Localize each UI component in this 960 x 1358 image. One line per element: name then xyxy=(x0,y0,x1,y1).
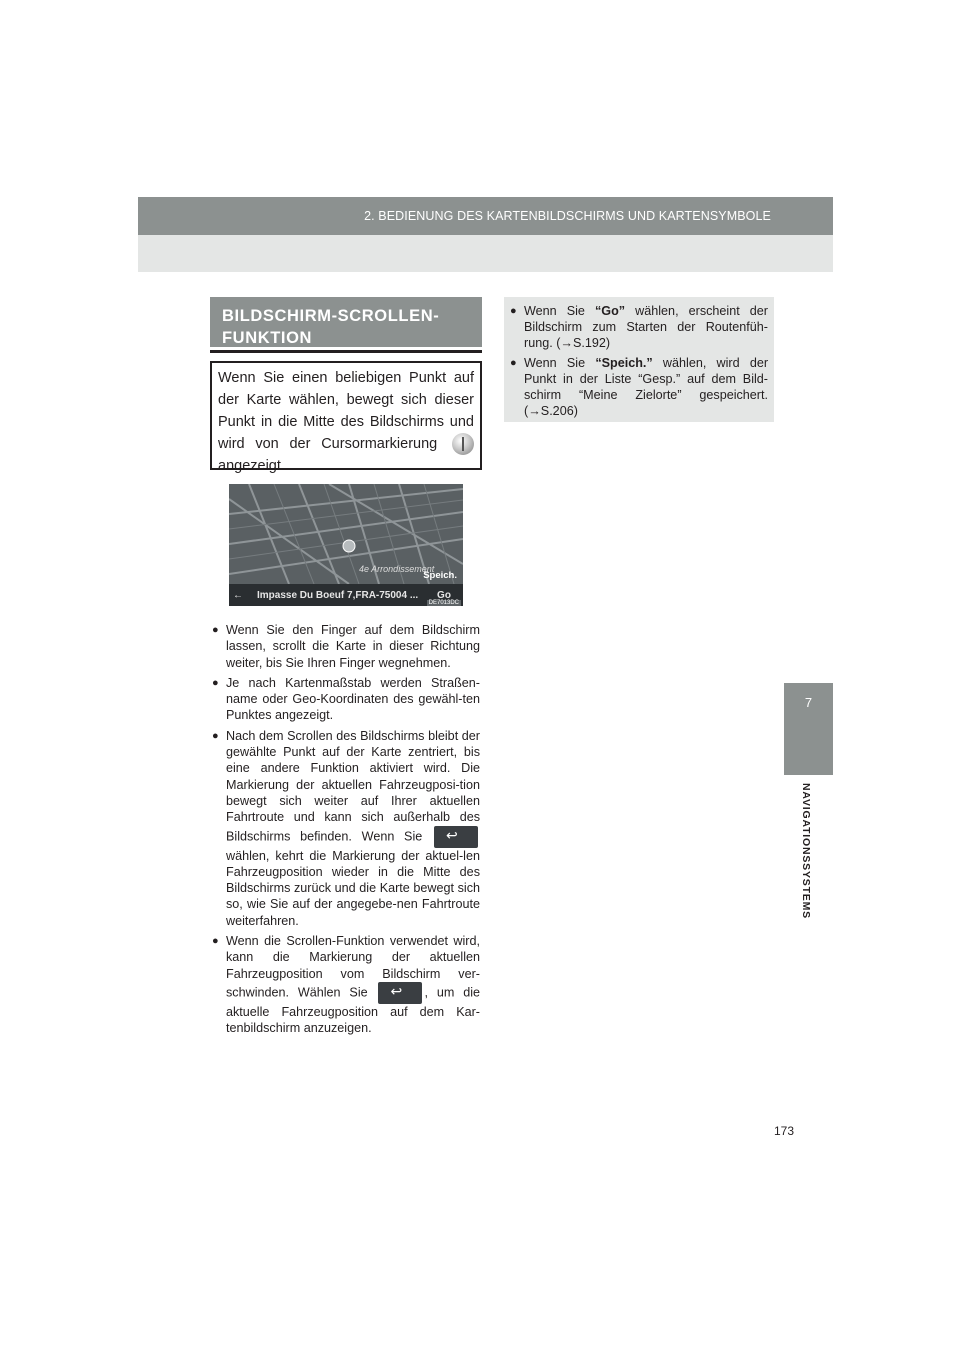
list-item-text: wählen, erscheint der Bildschirm zum Starten der Routenfüh-rung. (→S.192) xyxy=(524,304,768,350)
chapter-tab xyxy=(784,683,833,775)
back-button-icon: ↩ xyxy=(434,826,478,848)
cursor-mark-icon xyxy=(452,433,474,455)
go-label: “Go” xyxy=(595,304,626,318)
image-code: DE7013DC xyxy=(428,600,459,606)
page-number: 173 xyxy=(774,1124,795,1138)
intro-text: Wenn Sie einen beliebigen Punkt auf der Karte wählen, bewegt sich dieser Punkt in die Mitte des Bildschirms und wird von der Cursormarkierung xyxy=(218,370,474,452)
intro-box xyxy=(210,361,482,475)
intro-text-end: angezeigt. xyxy=(218,458,285,475)
speich-button[interactable]: Speich. xyxy=(423,570,457,581)
go-button[interactable]: Go xyxy=(437,589,451,601)
list-item xyxy=(212,675,480,724)
list-item-text: , um die aktuelle Fahrzeugposition auf dem Kar-tenbildschirm anzuzeigen. xyxy=(226,985,480,1036)
list-item xyxy=(510,355,768,419)
list-item-text: Wenn Sie xyxy=(524,304,585,318)
page-header xyxy=(138,197,833,235)
list-item-text: wählen, wird der Punkt in der Liste “Gesp.” auf dem Bild-schirm “Meine Zielorte” gespeichert. (→S.206) xyxy=(524,356,769,418)
list-item xyxy=(212,728,480,929)
header-title: 2. BEDIENUNG DES KARTENBILDSCHIRMS UND KARTENSYMBOLE xyxy=(364,209,771,223)
list-item-text: Wenn Sie den Finger auf dem Bildschirm lassen, scrollt die Karte in dieser Richtung weiter, bis Sie Ihren Finger wegnehmen. xyxy=(226,623,480,670)
list-item xyxy=(212,622,480,671)
map-area-label: 4e Arrondissement xyxy=(359,564,435,574)
list-item-text: Nach dem Scrollen des Bildschirms bleibt der gewählte Punkt auf der Karte zentriert, bis eine andere Funktion aktiviert wird. Die Markierung der aktuellen Fahrzeugposi-tion bewegt sich weiter auf Ihrer aktuellen Fahrtroute und kann sich außerhalb des Bildschirms befinden. Wenn Sie xyxy=(226,728,480,843)
chapter-label: NAVIGATIONSSYSTEMS xyxy=(800,783,812,919)
back-arrow-icon[interactable]: ← xyxy=(233,589,243,601)
header-subbar xyxy=(138,235,833,272)
address-text: Impasse Du Boeuf 7,FRA-75004 ... xyxy=(257,589,419,601)
back-button-icon: ↩ xyxy=(378,982,422,1004)
left-column xyxy=(212,622,480,1041)
section-block xyxy=(210,297,482,475)
chapter-number: 7 xyxy=(804,695,813,710)
map-screenshot xyxy=(229,484,463,606)
section-title: BILDSCHIRM-SCROLLEN-FUNKTION xyxy=(210,297,482,347)
list-item-text: Wenn Sie xyxy=(524,356,586,370)
list-item-text: wählen, kehrt die Markierung der aktuel-len Fahrzeugposition wieder in die Mitte des Bildschirms zurück und die Karte bewegt sich so, wie Sie auf der angegebe-nen Fahrtroute weiterfahren. xyxy=(226,848,480,928)
list-item-text: Wenn die Scrollen-Funktion verwendet wird, kann die Markierung der aktuellen Fahrzeugposition vom Bildschirm ver-schwinden. Wählen Sie xyxy=(226,934,480,1000)
speich-label: “Speich.” xyxy=(595,356,653,370)
list-item-text: Je nach Kartenmaßstab werden Straßen-name oder Geo-Koordinaten des gewähl-ten Punktes angezeigt. xyxy=(226,675,480,723)
list-item xyxy=(510,303,768,351)
list-item xyxy=(212,933,480,1036)
title-rule xyxy=(210,350,482,353)
info-box xyxy=(504,297,774,422)
